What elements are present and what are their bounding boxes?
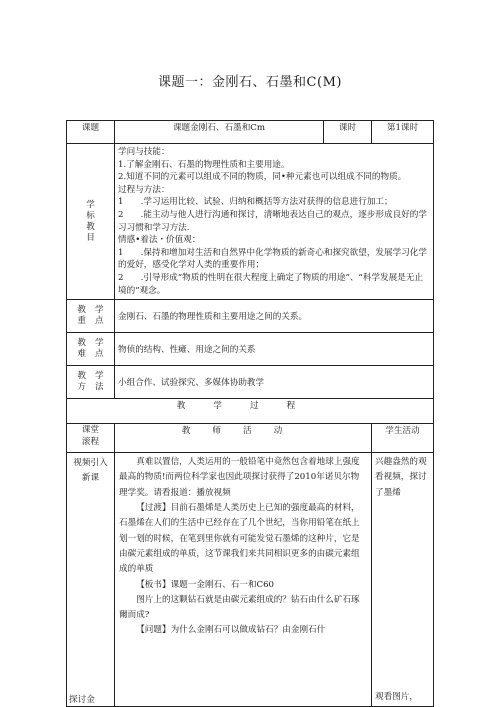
methods-text: 小组合作、试验探究、多媒体协助教学: [115, 366, 434, 399]
key-points-label: 教学 重点: [67, 300, 115, 333]
lesson-plan-table: [66, 120, 434, 707]
objective-line: 过程与方法：: [118, 184, 170, 195]
objectives-content: [115, 144, 434, 300]
key-points-text: 金刚石、石墨的物理性质和主要用途之间的关系。: [115, 300, 434, 333]
stage-column-header: 课堂 滚程: [67, 424, 115, 453]
objective-line: 2.知道不同的元素可以组成不同的物质，同•种元素也可以组成不同的物质。: [118, 172, 407, 183]
objective-line: 2 .引导形成“物质的性明在很大程度上确定了物质的用途”、“科学发展是无止境的”观念。: [118, 272, 423, 296]
stage-explore: 探讨金: [69, 695, 95, 706]
objective-line: 学问与技能：: [118, 147, 170, 157]
process-column-header-row: [67, 424, 434, 453]
page-title: 课题一：金刚石、石墨和C(M): [158, 75, 342, 90]
objectives-row: [67, 144, 434, 300]
hours-value: 第1课时: [372, 121, 434, 144]
difficulties-label: 教学 难点: [67, 333, 115, 366]
difficulties-row: [67, 333, 434, 366]
topic-label: 课题: [67, 121, 115, 144]
stage-intro: 视频引入 新课: [73, 458, 108, 484]
objective-line: 1 .保持和增加对生活和自然界中化学物质的新奇心和探究欲望，发展学习化学的爱好，感受化学对人类的重要作用；: [118, 247, 427, 271]
teacher-activity: [115, 453, 372, 707]
objective-line: 2 .能主动与他人进行沟通和探讨，清晰地表达自己的观点，逐步形成良好的学习习惯和学习方法.: [118, 209, 427, 233]
topic-row: [67, 121, 434, 144]
key-points-row: [67, 300, 434, 333]
objective-line: 情感•着法・价值观：: [118, 235, 201, 246]
objective-line: 1 .学习运用比较、试验、归纳和概括等方法对获得的信息进行加工；: [118, 197, 393, 208]
process-body-row: [67, 453, 434, 707]
student-activity-top: 兴趣盎然的观看视频，探讨了墨烯: [375, 457, 427, 498]
teacher-paragraph: 【板书】课题一金刚石、石一和C60: [136, 579, 275, 590]
teacher-paragraph: 【过渡】目前石墨烯是人类历史上已知的强度最高的材料，石墨烯在人们的生活中已经存在了几个世纪，当你用铅笔在纸上划一划的时候，在笔到里你就有可能发觉石墨烯的这种片，它是由碳元素组成的单质，这节课我们来共同相识更多的由碳元素组成的单质: [119, 503, 360, 575]
student-activity: [372, 453, 434, 707]
stage-cell: [67, 453, 115, 707]
methods-label: 教学 方法: [67, 366, 115, 399]
topic-value: 课题金刚石、石墨和Cm: [115, 121, 324, 144]
process-header-row: [67, 399, 434, 424]
hours-label: 课时: [324, 121, 372, 144]
teacher-paragraph: 【问题】为什么金刚石可以做成钻石？由金刚石什: [136, 625, 326, 636]
difficulties-text: 物侦的结构、性瘫、用途之间的关系: [115, 333, 434, 366]
student-activity-bottom: 观看图片，: [375, 691, 418, 702]
teacher-paragraph: 图片上的这颗钻石就是由碳元素组成的？钻石由什么矿石琢爾而成?: [119, 594, 360, 621]
teacher-column-header: 教师活动: [115, 424, 372, 453]
methods-row: [67, 366, 434, 399]
teacher-paragraph: 真难以置信，人类运用的一般铅笔中竟然包含着地球上强度最高的物质!而两位科学家也因此项探讨获得了2010年诺贝尔物理学奖。请看报道：播放视频: [119, 457, 360, 498]
student-column-header: 学生活动: [372, 424, 434, 453]
objectives-label: 学 标 教 目: [67, 144, 115, 300]
process-header: 教学过程: [67, 399, 434, 424]
objective-line: 1.了解金刚石、石墨的物理性质和主要用途。: [118, 159, 290, 170]
